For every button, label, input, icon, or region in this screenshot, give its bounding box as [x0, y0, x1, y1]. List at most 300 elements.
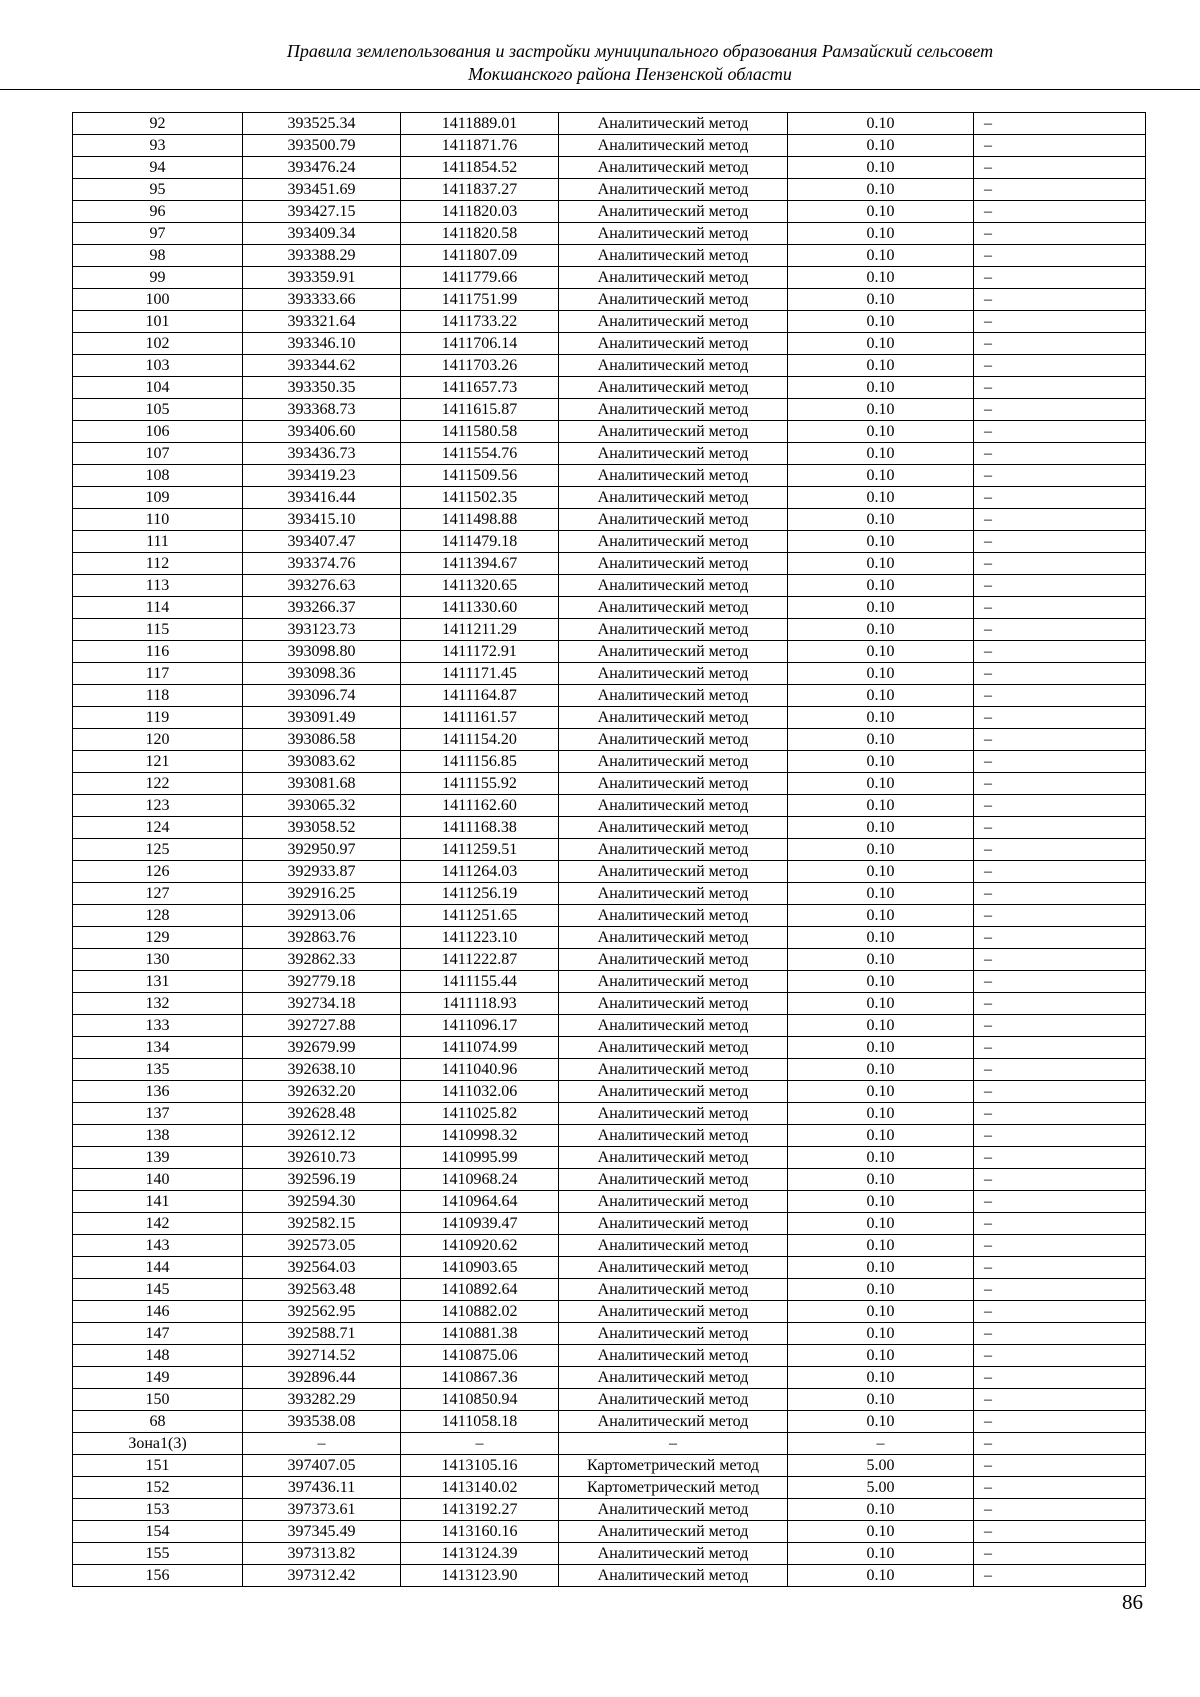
- point-number-cell: 119: [73, 707, 243, 729]
- x-coordinate-cell: 393419.23: [243, 465, 401, 487]
- table-row: [73, 311, 1146, 333]
- table-row: [73, 993, 1146, 1015]
- accuracy-cell: 0.10: [788, 1103, 974, 1125]
- note-cell: –: [974, 751, 1146, 773]
- y-coordinate-cell: 1411394.67: [401, 553, 559, 575]
- method-cell: Аналитический метод: [559, 355, 788, 377]
- table-row: [73, 1521, 1146, 1543]
- y-coordinate-cell: 1410881.38: [401, 1323, 559, 1345]
- point-number-cell: 111: [73, 531, 243, 553]
- x-coordinate-cell: 393525.34: [243, 113, 401, 135]
- accuracy-cell: 0.10: [788, 1389, 974, 1411]
- point-number-cell: 152: [73, 1477, 243, 1499]
- header-title-line1: Правила землепользования и застройки муниципального образования Рамзайский сельсовет: [286, 41, 994, 61]
- method-cell: Аналитический метод: [559, 1565, 788, 1587]
- table-row: [73, 443, 1146, 465]
- point-number-cell: 134: [73, 1037, 243, 1059]
- x-coordinate-cell: 393406.60: [243, 421, 401, 443]
- accuracy-cell: 0.10: [788, 883, 974, 905]
- y-coordinate-cell: 1411264.03: [401, 861, 559, 883]
- y-coordinate-cell: 1411479.18: [401, 531, 559, 553]
- note-cell: –: [974, 641, 1146, 663]
- y-coordinate-cell: 1411155.92: [401, 773, 559, 795]
- table-row: [73, 1455, 1146, 1477]
- note-cell: –: [974, 267, 1146, 289]
- x-coordinate-cell: 392913.06: [243, 905, 401, 927]
- x-coordinate-cell: 393098.36: [243, 663, 401, 685]
- method-cell: Аналитический метод: [559, 663, 788, 685]
- table-row: [73, 949, 1146, 971]
- accuracy-cell: 0.10: [788, 839, 974, 861]
- method-cell: Аналитический метод: [559, 1235, 788, 1257]
- y-coordinate-cell: 1413123.90: [401, 1565, 559, 1587]
- x-coordinate-cell: 393282.29: [243, 1389, 401, 1411]
- method-cell: Аналитический метод: [559, 1301, 788, 1323]
- accuracy-cell: 0.10: [788, 421, 974, 443]
- accuracy-cell: 0.10: [788, 1081, 974, 1103]
- table-row: [73, 1257, 1146, 1279]
- method-cell: Аналитический метод: [559, 311, 788, 333]
- table-row: [73, 817, 1146, 839]
- y-coordinate-cell: 1411615.87: [401, 399, 559, 421]
- x-coordinate-cell: 393321.64: [243, 311, 401, 333]
- y-coordinate-cell: 1410892.64: [401, 1279, 559, 1301]
- x-coordinate-cell: 392628.48: [243, 1103, 401, 1125]
- table-row: [73, 113, 1146, 135]
- page-header: [0, 40, 1200, 86]
- point-number-cell: 153: [73, 1499, 243, 1521]
- x-coordinate-cell: 392863.76: [243, 927, 401, 949]
- y-coordinate-cell: 1411074.99: [401, 1037, 559, 1059]
- point-number-cell: 108: [73, 465, 243, 487]
- table-row: [73, 905, 1146, 927]
- note-cell: –: [974, 905, 1146, 927]
- method-cell: Аналитический метод: [559, 399, 788, 421]
- method-cell: Аналитический метод: [559, 707, 788, 729]
- table-row: [73, 597, 1146, 619]
- note-cell: –: [974, 465, 1146, 487]
- table-row: [73, 223, 1146, 245]
- y-coordinate-cell: 1411251.65: [401, 905, 559, 927]
- method-cell: Аналитический метод: [559, 1059, 788, 1081]
- point-number-cell: 105: [73, 399, 243, 421]
- note-cell: –: [974, 1389, 1146, 1411]
- note-cell: –: [974, 399, 1146, 421]
- method-cell: Аналитический метод: [559, 421, 788, 443]
- note-cell: –: [974, 113, 1146, 135]
- table-row: [73, 1433, 1146, 1455]
- y-coordinate-cell: 1411837.27: [401, 179, 559, 201]
- note-cell: –: [974, 1565, 1146, 1587]
- point-number-cell: 125: [73, 839, 243, 861]
- y-coordinate-cell: 1411330.60: [401, 597, 559, 619]
- method-cell: Аналитический метод: [559, 487, 788, 509]
- x-coordinate-cell: 392933.87: [243, 861, 401, 883]
- y-coordinate-cell: 1410998.32: [401, 1125, 559, 1147]
- y-coordinate-cell: 1413124.39: [401, 1543, 559, 1565]
- method-cell: Аналитический метод: [559, 157, 788, 179]
- note-cell: –: [974, 311, 1146, 333]
- table-row: [73, 1147, 1146, 1169]
- table-row: [73, 1125, 1146, 1147]
- note-cell: –: [974, 773, 1146, 795]
- x-coordinate-cell: 393065.32: [243, 795, 401, 817]
- method-cell: Аналитический метод: [559, 685, 788, 707]
- note-cell: –: [974, 993, 1146, 1015]
- y-coordinate-cell: 1411161.57: [401, 707, 559, 729]
- table-row: [73, 685, 1146, 707]
- accuracy-cell: 0.10: [788, 1191, 974, 1213]
- x-coordinate-cell: 393276.63: [243, 575, 401, 597]
- table-row: [73, 1499, 1146, 1521]
- method-cell: –: [559, 1433, 788, 1455]
- table-row: [73, 1059, 1146, 1081]
- x-coordinate-cell: 393344.62: [243, 355, 401, 377]
- point-number-cell: 107: [73, 443, 243, 465]
- point-number-cell: 145: [73, 1279, 243, 1301]
- x-coordinate-cell: 392596.19: [243, 1169, 401, 1191]
- table-row: [73, 883, 1146, 905]
- table-row: [73, 1477, 1146, 1499]
- note-cell: –: [974, 487, 1146, 509]
- method-cell: Аналитический метод: [559, 1169, 788, 1191]
- note-cell: –: [974, 289, 1146, 311]
- y-coordinate-cell: 1411096.17: [401, 1015, 559, 1037]
- note-cell: –: [974, 333, 1146, 355]
- header-title-line2: Мокшанского района Пензенской области: [468, 64, 792, 84]
- note-cell: –: [974, 443, 1146, 465]
- note-cell: –: [974, 971, 1146, 993]
- x-coordinate-cell: 392563.48: [243, 1279, 401, 1301]
- y-coordinate-cell: 1411259.51: [401, 839, 559, 861]
- y-coordinate-cell: 1411854.52: [401, 157, 559, 179]
- y-coordinate-cell: 1411155.44: [401, 971, 559, 993]
- y-coordinate-cell: 1411733.22: [401, 311, 559, 333]
- x-coordinate-cell: 392896.44: [243, 1367, 401, 1389]
- point-number-cell: 124: [73, 817, 243, 839]
- x-coordinate-cell: 392582.15: [243, 1213, 401, 1235]
- x-coordinate-cell: 392564.03: [243, 1257, 401, 1279]
- accuracy-cell: 0.10: [788, 1301, 974, 1323]
- x-coordinate-cell: 393374.76: [243, 553, 401, 575]
- point-number-cell: 132: [73, 993, 243, 1015]
- x-coordinate-cell: 392632.20: [243, 1081, 401, 1103]
- method-cell: Аналитический метод: [559, 179, 788, 201]
- method-cell: Аналитический метод: [559, 927, 788, 949]
- note-cell: –: [974, 355, 1146, 377]
- x-coordinate-cell: 397436.11: [243, 1477, 401, 1499]
- method-cell: Аналитический метод: [559, 333, 788, 355]
- method-cell: Аналитический метод: [559, 795, 788, 817]
- x-coordinate-cell: 393407.47: [243, 531, 401, 553]
- x-coordinate-cell: 392862.33: [243, 949, 401, 971]
- note-cell: –: [974, 421, 1146, 443]
- note-cell: –: [974, 883, 1146, 905]
- method-cell: Аналитический метод: [559, 245, 788, 267]
- table-row: [73, 531, 1146, 553]
- note-cell: –: [974, 1147, 1146, 1169]
- note-cell: –: [974, 707, 1146, 729]
- method-cell: Аналитический метод: [559, 223, 788, 245]
- x-coordinate-cell: 393096.74: [243, 685, 401, 707]
- point-number-cell: 131: [73, 971, 243, 993]
- x-coordinate-cell: 397313.82: [243, 1543, 401, 1565]
- accuracy-cell: 0.10: [788, 795, 974, 817]
- accuracy-cell: 0.10: [788, 619, 974, 641]
- table-row: [73, 179, 1146, 201]
- point-number-cell: 155: [73, 1543, 243, 1565]
- point-number-cell: 147: [73, 1323, 243, 1345]
- accuracy-cell: 0.10: [788, 487, 974, 509]
- x-coordinate-cell: 393538.08: [243, 1411, 401, 1433]
- method-cell: Аналитический метод: [559, 1147, 788, 1169]
- point-number-cell: 129: [73, 927, 243, 949]
- point-number-cell: 117: [73, 663, 243, 685]
- point-number-cell: 128: [73, 905, 243, 927]
- accuracy-cell: 0.10: [788, 861, 974, 883]
- accuracy-cell: 0.10: [788, 333, 974, 355]
- y-coordinate-cell: 1411154.20: [401, 729, 559, 751]
- table-row: [73, 663, 1146, 685]
- accuracy-cell: 0.10: [788, 1213, 974, 1235]
- table-row: [73, 839, 1146, 861]
- accuracy-cell: 0.10: [788, 949, 974, 971]
- note-cell: –: [974, 729, 1146, 751]
- method-cell: Аналитический метод: [559, 729, 788, 751]
- y-coordinate-cell: 1413192.27: [401, 1499, 559, 1521]
- y-coordinate-cell: 1411703.26: [401, 355, 559, 377]
- accuracy-cell: 0.10: [788, 1565, 974, 1587]
- note-cell: –: [974, 839, 1146, 861]
- method-cell: Аналитический метод: [559, 971, 788, 993]
- y-coordinate-cell: 1411871.76: [401, 135, 559, 157]
- y-coordinate-cell: 1411320.65: [401, 575, 559, 597]
- note-cell: –: [974, 1279, 1146, 1301]
- method-cell: Аналитический метод: [559, 1279, 788, 1301]
- note-cell: –: [974, 1213, 1146, 1235]
- y-coordinate-cell: 1413105.16: [401, 1455, 559, 1477]
- point-number-cell: 97: [73, 223, 243, 245]
- method-cell: Аналитический метод: [559, 509, 788, 531]
- table-row: [73, 773, 1146, 795]
- point-number-cell: 144: [73, 1257, 243, 1279]
- accuracy-cell: 0.10: [788, 993, 974, 1015]
- accuracy-cell: 0.10: [788, 1345, 974, 1367]
- accuracy-cell: 0.10: [788, 641, 974, 663]
- note-cell: –: [974, 531, 1146, 553]
- y-coordinate-cell: 1410968.24: [401, 1169, 559, 1191]
- accuracy-cell: 0.10: [788, 971, 974, 993]
- method-cell: Аналитический метод: [559, 1125, 788, 1147]
- note-cell: –: [974, 1059, 1146, 1081]
- method-cell: Аналитический метод: [559, 1081, 788, 1103]
- x-coordinate-cell: 392610.73: [243, 1147, 401, 1169]
- method-cell: Аналитический метод: [559, 201, 788, 223]
- accuracy-cell: 0.10: [788, 1411, 974, 1433]
- note-cell: –: [974, 927, 1146, 949]
- method-cell: Аналитический метод: [559, 839, 788, 861]
- x-coordinate-cell: 393368.73: [243, 399, 401, 421]
- x-coordinate-cell: 392950.97: [243, 839, 401, 861]
- accuracy-cell: 0.10: [788, 927, 974, 949]
- table-row: [73, 289, 1146, 311]
- note-cell: –: [974, 1081, 1146, 1103]
- y-coordinate-cell: 1411498.88: [401, 509, 559, 531]
- table-row: [73, 399, 1146, 421]
- point-number-cell: Зона1(3): [73, 1433, 243, 1455]
- y-coordinate-cell: 1411162.60: [401, 795, 559, 817]
- point-number-cell: 122: [73, 773, 243, 795]
- accuracy-cell: 0.10: [788, 179, 974, 201]
- table-row: [73, 267, 1146, 289]
- x-coordinate-cell: 393123.73: [243, 619, 401, 641]
- table-row: [73, 1301, 1146, 1323]
- x-coordinate-cell: 393409.34: [243, 223, 401, 245]
- accuracy-cell: 0.10: [788, 1367, 974, 1389]
- note-cell: –: [974, 663, 1146, 685]
- accuracy-cell: 0.10: [788, 355, 974, 377]
- y-coordinate-cell: 1411168.38: [401, 817, 559, 839]
- x-coordinate-cell: 393388.29: [243, 245, 401, 267]
- x-coordinate-cell: 392594.30: [243, 1191, 401, 1213]
- y-coordinate-cell: 1410882.02: [401, 1301, 559, 1323]
- table-row: [73, 1279, 1146, 1301]
- method-cell: Аналитический метод: [559, 1543, 788, 1565]
- point-number-cell: 138: [73, 1125, 243, 1147]
- point-number-cell: 95: [73, 179, 243, 201]
- x-coordinate-cell: 392562.95: [243, 1301, 401, 1323]
- point-number-cell: 115: [73, 619, 243, 641]
- point-number-cell: 103: [73, 355, 243, 377]
- note-cell: –: [974, 201, 1146, 223]
- method-cell: Аналитический метод: [559, 861, 788, 883]
- note-cell: –: [974, 509, 1146, 531]
- table-row: [73, 333, 1146, 355]
- point-number-cell: 148: [73, 1345, 243, 1367]
- accuracy-cell: 0.10: [788, 685, 974, 707]
- point-number-cell: 140: [73, 1169, 243, 1191]
- table-row: [73, 1169, 1146, 1191]
- method-cell: Аналитический метод: [559, 883, 788, 905]
- method-cell: Аналитический метод: [559, 1015, 788, 1037]
- table-row: [73, 1081, 1146, 1103]
- method-cell: Картометрический метод: [559, 1455, 788, 1477]
- y-coordinate-cell: 1411502.35: [401, 487, 559, 509]
- y-coordinate-cell: 1413140.02: [401, 1477, 559, 1499]
- y-coordinate-cell: 1410964.64: [401, 1191, 559, 1213]
- point-number-cell: 126: [73, 861, 243, 883]
- y-coordinate-cell: 1411509.56: [401, 465, 559, 487]
- method-cell: Аналитический метод: [559, 113, 788, 135]
- accuracy-cell: 0.10: [788, 157, 974, 179]
- note-cell: –: [974, 245, 1146, 267]
- method-cell: Аналитический метод: [559, 531, 788, 553]
- point-number-cell: 121: [73, 751, 243, 773]
- point-number-cell: 116: [73, 641, 243, 663]
- table-row: [73, 135, 1146, 157]
- method-cell: Аналитический метод: [559, 641, 788, 663]
- accuracy-cell: 0.10: [788, 245, 974, 267]
- method-cell: Аналитический метод: [559, 949, 788, 971]
- note-cell: –: [974, 1235, 1146, 1257]
- table-row: [73, 927, 1146, 949]
- note-cell: –: [974, 575, 1146, 597]
- y-coordinate-cell: 1411223.10: [401, 927, 559, 949]
- table-row: [73, 355, 1146, 377]
- x-coordinate-cell: 392679.99: [243, 1037, 401, 1059]
- accuracy-cell: 0.10: [788, 663, 974, 685]
- note-cell: –: [974, 1499, 1146, 1521]
- point-number-cell: 143: [73, 1235, 243, 1257]
- y-coordinate-cell: 1410920.62: [401, 1235, 559, 1257]
- y-coordinate-cell: 1411779.66: [401, 267, 559, 289]
- point-number-cell: 156: [73, 1565, 243, 1587]
- x-coordinate-cell: 393098.80: [243, 641, 401, 663]
- x-coordinate-cell: 392727.88: [243, 1015, 401, 1037]
- point-number-cell: 113: [73, 575, 243, 597]
- table-row: [73, 619, 1146, 641]
- accuracy-cell: 0.10: [788, 201, 974, 223]
- note-cell: –: [974, 795, 1146, 817]
- table-row: [73, 157, 1146, 179]
- table-row: [73, 707, 1146, 729]
- table-row: [73, 1213, 1146, 1235]
- point-number-cell: 123: [73, 795, 243, 817]
- method-cell: Аналитический метод: [559, 817, 788, 839]
- x-coordinate-cell: 393083.62: [243, 751, 401, 773]
- point-number-cell: 98: [73, 245, 243, 267]
- x-coordinate-cell: 393359.91: [243, 267, 401, 289]
- note-cell: –: [974, 1191, 1146, 1213]
- accuracy-cell: 0.10: [788, 1499, 974, 1521]
- point-number-cell: 114: [73, 597, 243, 619]
- note-cell: –: [974, 1323, 1146, 1345]
- note-cell: –: [974, 553, 1146, 575]
- y-coordinate-cell: 1411172.91: [401, 641, 559, 663]
- accuracy-cell: 0.10: [788, 531, 974, 553]
- method-cell: Аналитический метод: [559, 1521, 788, 1543]
- point-number-cell: 102: [73, 333, 243, 355]
- note-cell: –: [974, 949, 1146, 971]
- method-cell: Аналитический метод: [559, 135, 788, 157]
- method-cell: Аналитический метод: [559, 993, 788, 1015]
- x-coordinate-cell: 393346.10: [243, 333, 401, 355]
- x-coordinate-cell: 393415.10: [243, 509, 401, 531]
- point-number-cell: 112: [73, 553, 243, 575]
- point-number-cell: 146: [73, 1301, 243, 1323]
- x-coordinate-cell: 393436.73: [243, 443, 401, 465]
- accuracy-cell: 0.10: [788, 1125, 974, 1147]
- y-coordinate-cell: 1411889.01: [401, 113, 559, 135]
- point-number-cell: 109: [73, 487, 243, 509]
- note-cell: –: [974, 1433, 1146, 1455]
- point-number-cell: 150: [73, 1389, 243, 1411]
- method-cell: Аналитический метод: [559, 377, 788, 399]
- point-number-cell: 142: [73, 1213, 243, 1235]
- table-row: [73, 1037, 1146, 1059]
- x-coordinate-cell: 392638.10: [243, 1059, 401, 1081]
- accuracy-cell: 0.10: [788, 773, 974, 795]
- accuracy-cell: 0.10: [788, 751, 974, 773]
- method-cell: Аналитический метод: [559, 1323, 788, 1345]
- note-cell: –: [974, 1015, 1146, 1037]
- accuracy-cell: 0.10: [788, 597, 974, 619]
- table-row: [73, 575, 1146, 597]
- accuracy-cell: 0.10: [788, 1521, 974, 1543]
- point-number-cell: 139: [73, 1147, 243, 1169]
- table-row: [73, 1323, 1146, 1345]
- x-coordinate-cell: 397373.61: [243, 1499, 401, 1521]
